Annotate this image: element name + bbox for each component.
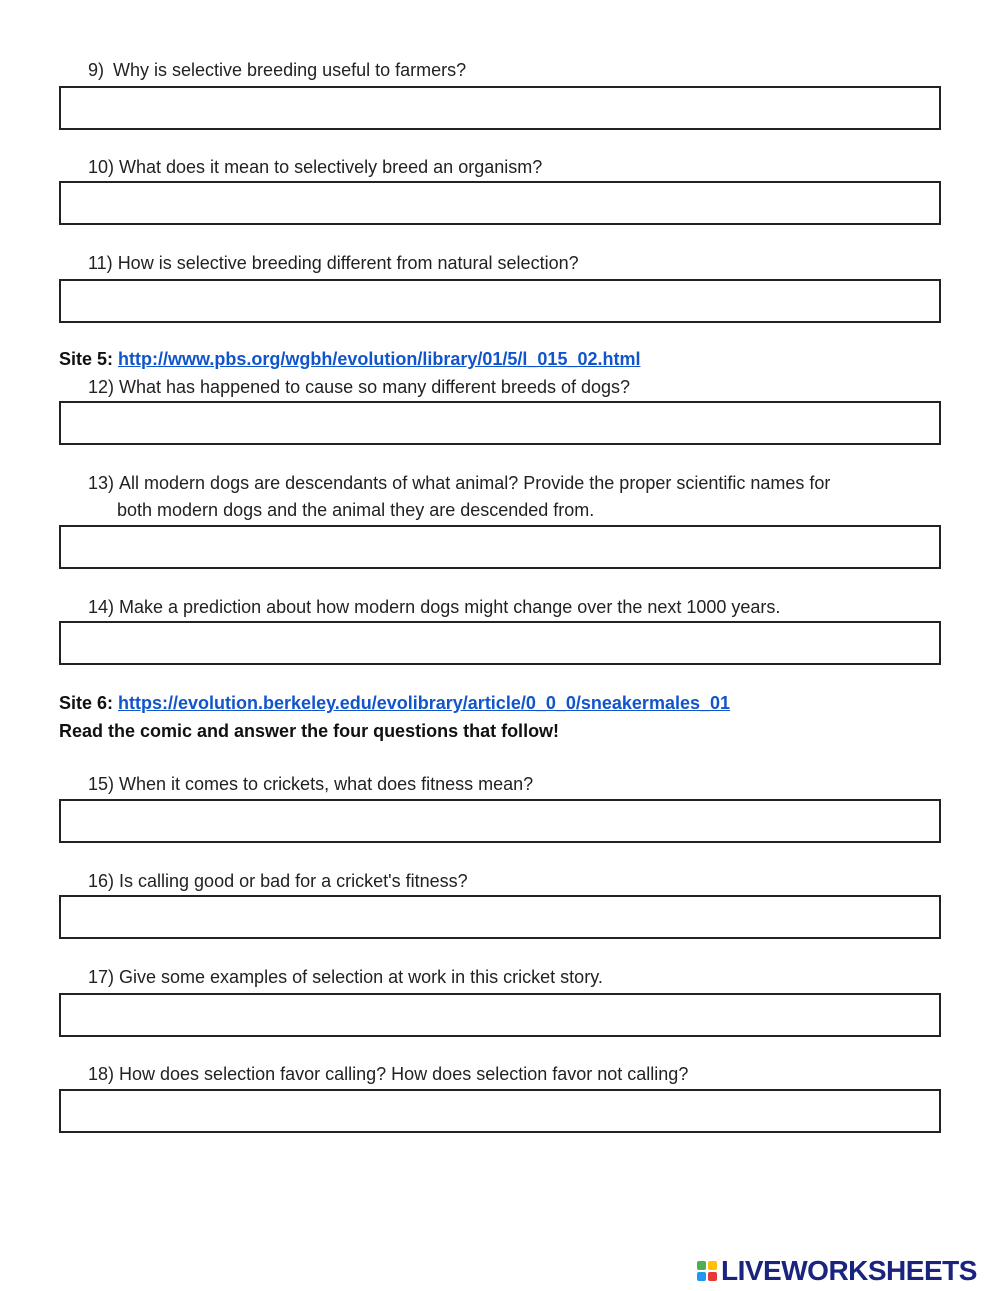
question-text: Give some examples of selection at work in this cricket story. <box>119 967 603 987</box>
question-text: Make a prediction about how modern dogs might change over the next 1000 years. <box>119 597 781 617</box>
logo-square <box>697 1272 706 1281</box>
site-5-link[interactable]: http://www.pbs.org/wgbh/evolution/library/01/5/l_015_02.html <box>118 349 641 369</box>
question-text-continued: both modern dogs and the animal they are descended from. <box>117 500 595 520</box>
answer-box-17[interactable] <box>59 993 941 1037</box>
question-number: 17) <box>88 967 115 987</box>
answer-box-15[interactable] <box>59 799 941 843</box>
question-text: Why is selective breeding useful to farmers? <box>113 60 467 80</box>
question-number: 14) <box>88 597 115 617</box>
logo-text: LIVEWORKSHEETS <box>721 1255 977 1286</box>
site-6-link[interactable]: https://evolution.berkeley.edu/evolibrary/article/0_0_0/sneakermales_01 <box>118 693 731 713</box>
question-number: 11) <box>88 253 113 273</box>
site-label: Site 5: <box>59 349 114 369</box>
question-number: 9) <box>88 60 105 80</box>
question-number: 15) <box>88 774 115 794</box>
site-label: Site 6: <box>59 693 114 713</box>
site-6-heading <box>59 690 730 717</box>
question-number: 18) <box>88 1064 115 1084</box>
question-number: 12) <box>88 377 115 397</box>
answer-box-11[interactable] <box>59 279 941 323</box>
liveworksheets-logo <box>697 1256 977 1286</box>
question-10 <box>88 154 542 181</box>
question-9 <box>88 57 466 84</box>
logo-square <box>708 1261 717 1270</box>
question-text: How does selection favor calling? How does selection favor not calling? <box>119 1064 689 1084</box>
question-number: 13) <box>88 473 115 493</box>
question-11 <box>88 250 579 277</box>
site-5-heading <box>59 346 640 373</box>
question-18 <box>88 1061 688 1088</box>
question-text: What has happened to cause so many different breeds of dogs? <box>119 377 631 397</box>
answer-box-10[interactable] <box>59 181 941 225</box>
question-text: Is calling good or bad for a cricket's fitness? <box>119 871 468 891</box>
question-text: When it comes to crickets, what does fitness mean? <box>119 774 534 794</box>
question-16 <box>88 868 468 895</box>
site-6-instruction: Read the comic and answer the four questions that follow! <box>59 721 560 741</box>
logo-square <box>708 1272 717 1281</box>
question-15 <box>88 771 533 798</box>
answer-box-18[interactable] <box>59 1089 941 1133</box>
answer-box-13[interactable] <box>59 525 941 569</box>
question-text: How is selective breeding different from natural selection? <box>117 253 579 273</box>
question-12 <box>88 374 630 401</box>
question-number: 10) <box>88 157 115 177</box>
question-17 <box>88 964 603 991</box>
liveworksheets-logo-icon <box>697 1261 717 1281</box>
answer-box-14[interactable] <box>59 621 941 665</box>
question-14 <box>88 594 780 621</box>
question-text: What does it mean to selectively breed an organism? <box>119 157 543 177</box>
answer-box-12[interactable] <box>59 401 941 445</box>
question-number: 16) <box>88 871 115 891</box>
question-text: All modern dogs are descendants of what animal? Provide the proper scientific names for <box>119 473 831 493</box>
answer-box-16[interactable] <box>59 895 941 939</box>
logo-square <box>697 1261 706 1270</box>
question-13 <box>88 470 918 524</box>
answer-box-9[interactable] <box>59 86 941 130</box>
